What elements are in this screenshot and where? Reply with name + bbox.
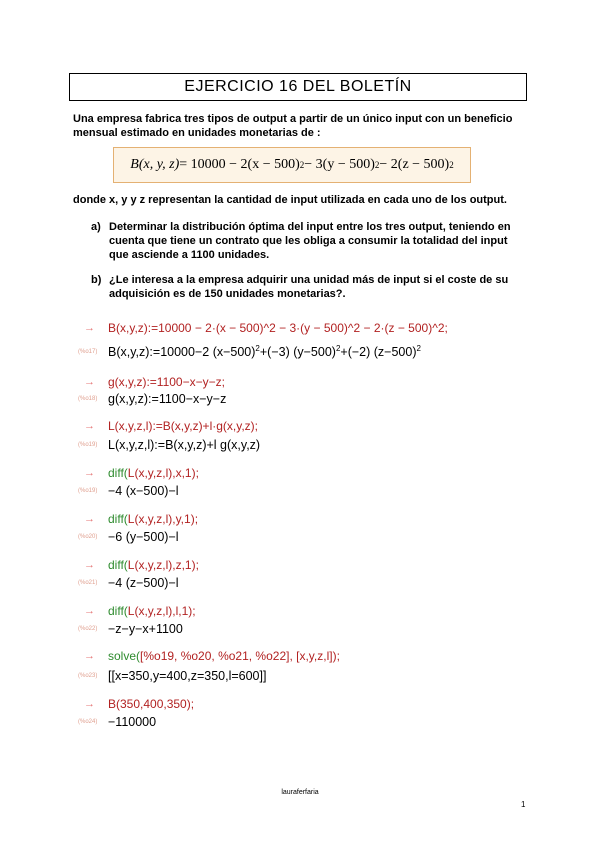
maxima-output-cell — [78, 436, 260, 454]
maxima-input-cell[interactable] — [84, 557, 199, 573]
maxima-input[interactable] — [108, 604, 196, 618]
output-label: (%o19) — [78, 488, 98, 494]
formula-exp-1: 2 — [299, 160, 305, 170]
output-part-3: +(−2) (z−500) — [340, 345, 417, 360]
maxima-input[interactable] — [108, 512, 198, 526]
output-exp-2: 2 — [335, 344, 341, 354]
maxima-output: −110000 — [108, 715, 157, 729]
maxima-input[interactable] — [108, 558, 199, 572]
input-args: L(x,y,z,l),z,1); — [127, 558, 199, 572]
input-args: L(x,y,z,l),l,1); — [127, 604, 196, 618]
maxima-input[interactable]: g(x,y,z):=1100−x−y−z; — [108, 375, 225, 389]
input-arrow-icon: → — [84, 376, 95, 388]
maxima-output-cell — [78, 482, 179, 500]
formula-term-3: − 2(z − 500) — [379, 157, 450, 172]
output-label: (%o22) — [78, 626, 98, 632]
input-arrow-icon: → — [84, 559, 95, 571]
maxima-input-cell[interactable] — [84, 603, 196, 619]
maxima-output-cell — [78, 574, 179, 592]
input-arrow-icon: → — [84, 650, 95, 662]
formula-term-1: = 10000 − 2(x − 500) — [179, 157, 300, 172]
input-arrow-icon: → — [84, 420, 95, 432]
maxima-output-cell — [78, 713, 156, 731]
profit-formula — [113, 147, 471, 183]
page-number: 1 — [521, 800, 526, 809]
maxima-input[interactable]: L(x,y,z,l):=B(x,y,z)+l·g(x,y,z); — [108, 419, 259, 433]
input-function: solve( — [108, 649, 141, 663]
maxima-input[interactable] — [108, 466, 199, 480]
input-args: L(x,y,z,l),y,1); — [127, 512, 199, 526]
input-arrow-icon: → — [84, 605, 95, 617]
formula-lhs: B(x, y, z) — [130, 157, 180, 172]
maxima-output-cell — [78, 390, 226, 408]
output-exp-3: 2 — [416, 344, 421, 354]
exercise-title — [69, 73, 527, 101]
question-a-letter: a) — [91, 221, 101, 233]
input-arrow-icon: → — [84, 467, 95, 479]
input-args: [%o19, %o20, %o21, %o22], [x,y,z,l]); — [140, 649, 340, 663]
maxima-input[interactable]: B(x,y,z):=10000 − 2·(x − 500)^2 − 3·(y − 500)^2 − 2·(z − 500)^2; — [108, 321, 448, 335]
maxima-output — [108, 344, 421, 359]
intro-paragraph: Una empresa fabrica tres tipos de output a partir de un único input con un beneficio mensual estimado en unidades monetarias de : — [73, 113, 513, 139]
maxima-output: −4 (z−500)−l — [108, 576, 179, 590]
maxima-input-cell[interactable] — [84, 696, 194, 712]
maxima-output: [[x=350,y=400,z=350,l=600]] — [108, 669, 267, 683]
maxima-output: −z−y−x+1100 — [108, 622, 183, 636]
question-a-text: Determinar la distribución óptima del input entre los tres output, teniendo en cuenta que tiene un contrato que les obliga a consumir la totalidad del input que asciende a 1100 unidades. — [109, 221, 511, 261]
maxima-input-cell[interactable] — [84, 648, 340, 664]
description-paragraph: donde x, y y z representan la cantidad de input utilizada en cada uno de los output. — [73, 194, 507, 206]
maxima-input-cell[interactable] — [84, 418, 258, 434]
maxima-output-cell — [78, 667, 266, 685]
maxima-output-cell — [78, 343, 421, 361]
input-function: diff( — [108, 558, 128, 572]
footer-author: lauraferfaria — [281, 789, 319, 796]
maxima-output: g(x,y,z):=1100−x−y−z — [108, 392, 227, 406]
output-label: (%o20) — [78, 534, 98, 540]
output-label: (%o24) — [78, 719, 98, 725]
output-exp-1: 2 — [255, 344, 260, 354]
input-args: L(x,y,z,l),x,1); — [127, 466, 199, 480]
formula-exp-3: 2 — [449, 160, 454, 170]
input-function: diff( — [108, 512, 128, 526]
maxima-input-cell[interactable] — [84, 511, 198, 527]
maxima-input[interactable] — [108, 649, 340, 663]
output-label: (%o18) — [78, 396, 98, 402]
maxima-input[interactable]: B(350,400,350); — [108, 697, 195, 711]
input-arrow-icon: → — [84, 322, 95, 334]
maxima-input-cell[interactable] — [84, 374, 225, 390]
maxima-output-cell — [78, 528, 179, 546]
question-b-letter: b) — [91, 274, 102, 286]
question-b — [91, 273, 521, 301]
maxima-output: L(x,y,z,l):=B(x,y,z)+l g(x,y,z) — [108, 438, 261, 452]
formula-exp-2: 2 — [374, 160, 380, 170]
output-part-1: B(x,y,z):=10000−2 (x−500) — [108, 345, 256, 360]
input-function: diff( — [108, 466, 128, 480]
output-label: (%o19) — [78, 442, 98, 448]
output-label: (%o21) — [78, 580, 98, 586]
input-arrow-icon: → — [84, 698, 95, 710]
maxima-output: −4 (x−500)−l — [108, 484, 179, 498]
input-arrow-icon: → — [84, 513, 95, 525]
formula-term-2: − 3(y − 500) — [304, 157, 375, 172]
output-label: (%o23) — [78, 673, 98, 679]
exercise-title-text: EJERCICIO 16 DEL BOLETÍN — [184, 78, 412, 95]
input-function: diff( — [108, 604, 128, 618]
output-label: (%o17) — [78, 349, 98, 355]
maxima-input-cell[interactable] — [84, 465, 199, 481]
maxima-output: −6 (y−500)−l — [108, 530, 179, 544]
maxima-output-cell — [78, 620, 183, 638]
question-b-text: ¿Le interesa a la empresa adquirir una unidad más de input si el coste de su adquisición es de 150 unidades monetarias?. — [109, 274, 509, 300]
output-part-2: +(−3) (y−500) — [259, 345, 336, 360]
question-a — [91, 220, 521, 262]
maxima-input-cell[interactable] — [84, 320, 448, 336]
